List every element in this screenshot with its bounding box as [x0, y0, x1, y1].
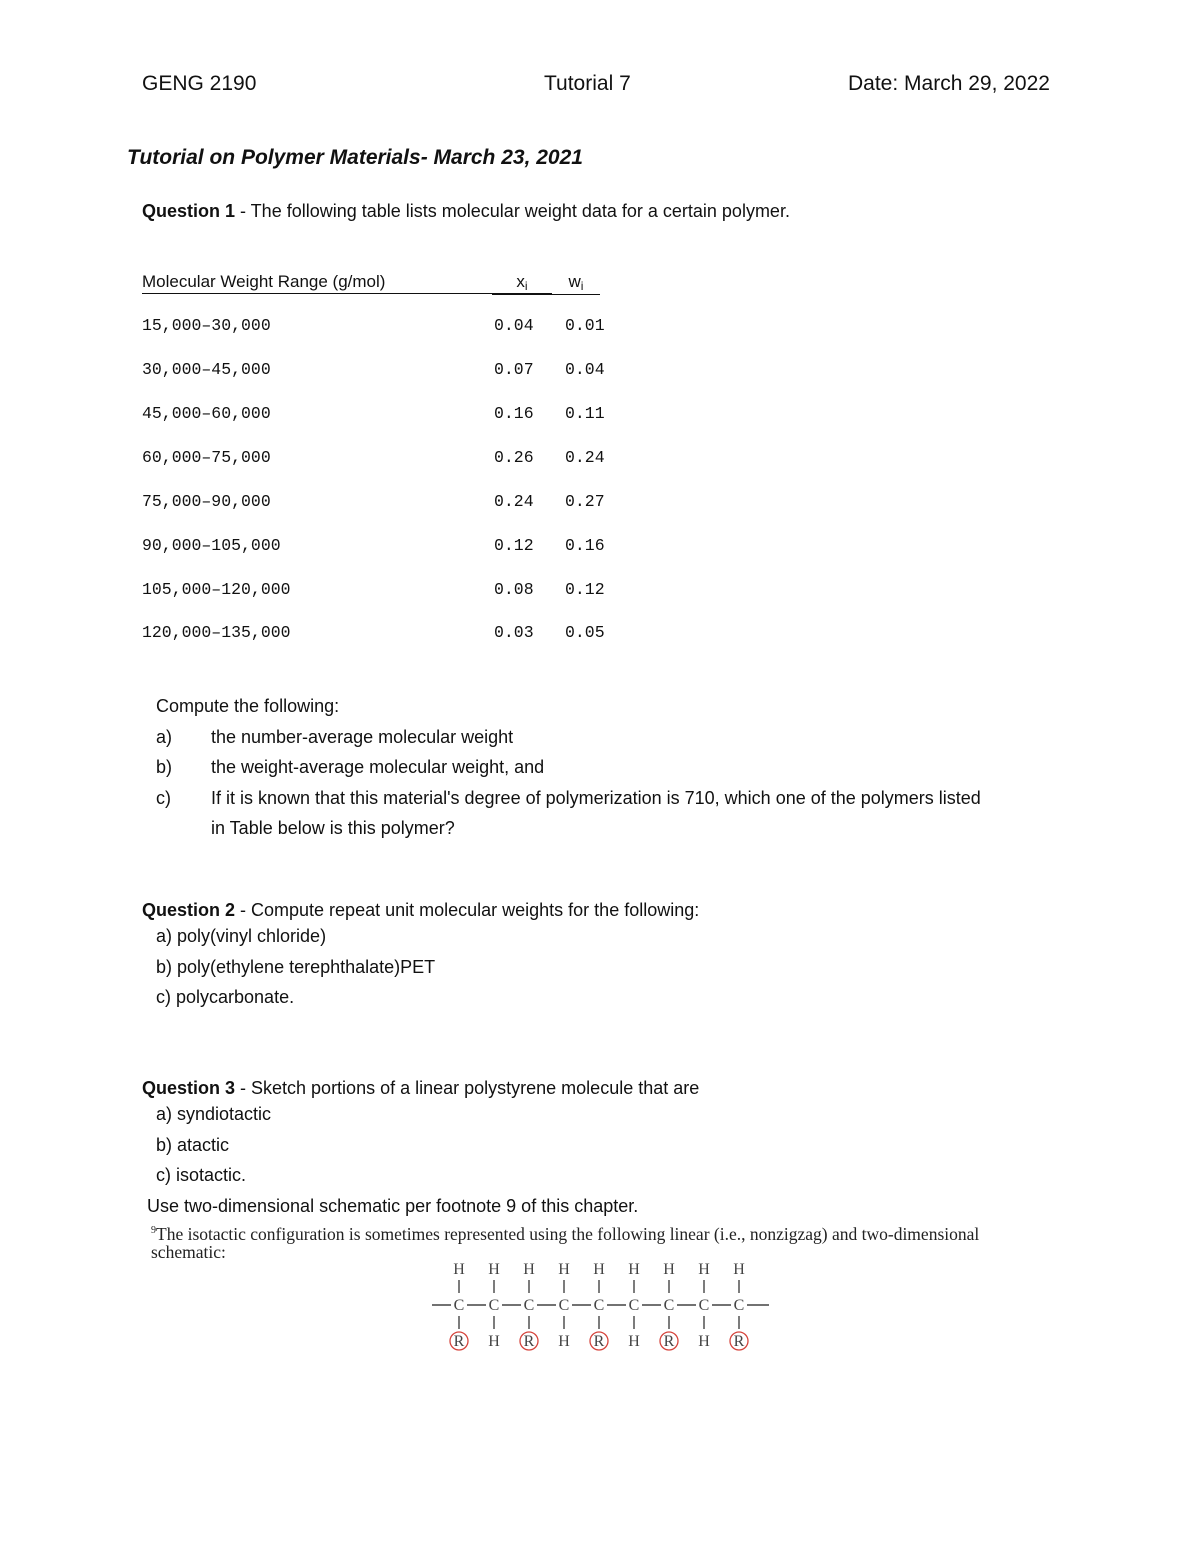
item-letter: b) — [156, 757, 173, 777]
table-cell-w: 0.24 — [565, 448, 605, 467]
r-group-atom: R — [523, 1333, 535, 1350]
item-text: If it is known that this material's degree of polymerization is 710, which one of the polymers listed — [211, 788, 981, 808]
bottom-atom: H — [558, 1333, 570, 1350]
header-date: Date: March 29, 2022 — [848, 72, 1050, 95]
item-letter: a) — [156, 727, 173, 747]
table-cell-range: 30,000–45,000 — [142, 360, 271, 379]
table-header-x — [492, 272, 552, 295]
table-cell-x: 0.04 — [494, 316, 534, 335]
document-title: Tutorial on Polymer Materials- March 23, 2021 — [127, 146, 583, 169]
question-3-label: Question 3 — [142, 1078, 236, 1098]
table-cell-w: 0.01 — [565, 316, 605, 335]
chain-carbon-atom: C — [523, 1297, 535, 1314]
table-cell-x: 0.24 — [494, 492, 534, 511]
question-1-text: - The following table lists molecular weight data for a certain polymer. — [235, 201, 790, 221]
chain-carbon-atom: C — [453, 1297, 465, 1314]
table-cell-x: 0.08 — [494, 580, 534, 599]
top-atom: H — [558, 1261, 570, 1278]
table-cell-w: 0.27 — [565, 492, 605, 511]
table-header-x-symbol: x — [516, 272, 525, 291]
table-cell-w: 0.16 — [565, 536, 605, 555]
top-atom: H — [628, 1261, 640, 1278]
table-cell-x: 0.03 — [494, 623, 534, 642]
question-2-heading — [142, 900, 699, 921]
question-1-heading — [142, 201, 790, 222]
question-3-item: c) isotactic. — [156, 1165, 247, 1185]
table-cell-range: 45,000–60,000 — [142, 404, 271, 423]
table-cell-w: 0.11 — [565, 404, 605, 423]
chain-carbon-atom: C — [558, 1297, 570, 1314]
top-atom: H — [698, 1261, 710, 1278]
table-cell-w: 0.05 — [565, 623, 605, 642]
table-cell-range: 60,000–75,000 — [142, 448, 271, 467]
chain-carbon-atom: C — [698, 1297, 710, 1314]
r-group-atom: R — [663, 1333, 675, 1350]
table-cell-w: 0.12 — [565, 580, 605, 599]
table-header-w — [552, 272, 600, 295]
question-3-text: - Sketch portions of a linear polystyrene molecule that are — [235, 1078, 700, 1098]
table-header-range: Molecular Weight Range (g/mol) — [142, 272, 552, 294]
chain-carbon-atom: C — [628, 1297, 640, 1314]
question-2-label: Question 2 — [142, 900, 236, 920]
question-2-text: - Compute repeat unit molecular weights for the following: — [235, 900, 700, 920]
item-text: the number-average molecular weight — [211, 727, 514, 747]
table-cell-x: 0.26 — [494, 448, 534, 467]
table-cell-x: 0.07 — [494, 360, 534, 379]
top-atom: H — [733, 1261, 745, 1278]
item-letter: c) — [156, 788, 171, 808]
table-cell-range: 105,000–120,000 — [142, 580, 291, 599]
table-cell-range: 15,000–30,000 — [142, 316, 271, 335]
chain-carbon-atom: C — [488, 1297, 500, 1314]
top-atom: H — [663, 1261, 675, 1278]
question-2-item: c) polycarbonate. — [156, 987, 295, 1007]
chain-carbon-atom: C — [593, 1297, 605, 1314]
top-atom: H — [523, 1261, 535, 1278]
schematic-note: Use two-dimensional schematic per footnote 9 of this chapter. — [147, 1196, 639, 1216]
bottom-atom: H — [698, 1333, 710, 1350]
table-cell-x: 0.16 — [494, 404, 534, 423]
item-text: the weight-average molecular weight, and — [211, 757, 545, 777]
top-atom: H — [593, 1261, 605, 1278]
bottom-atom: H — [488, 1333, 500, 1350]
item-text-continued: in Table below is this polymer? — [211, 818, 455, 838]
top-atom: H — [488, 1261, 500, 1278]
question-2-item: b) poly(ethylene terephthalate)PET — [156, 957, 436, 977]
top-atom: H — [453, 1261, 465, 1278]
r-group-atom: R — [593, 1333, 605, 1350]
header-course: GENG 2190 — [142, 72, 257, 95]
table-cell-x: 0.12 — [494, 536, 534, 555]
r-group-atom: R — [453, 1333, 465, 1350]
table-header-w-subscript: i — [580, 279, 584, 293]
r-group-atom: R — [733, 1333, 745, 1350]
bottom-atom: H — [628, 1333, 640, 1350]
question-3-heading — [142, 1078, 699, 1099]
question-1-label: Question 1 — [142, 201, 236, 221]
chain-carbon-atom: C — [663, 1297, 675, 1314]
table-cell-range: 75,000–90,000 — [142, 492, 271, 511]
footnote-marker: 9 — [151, 1225, 156, 1236]
isotactic-schematic — [420, 1256, 780, 1356]
question-3-item: a) syndiotactic — [156, 1104, 272, 1124]
table-cell-range: 90,000–105,000 — [142, 536, 281, 555]
footnote-text: The isotactic configuration is sometimes represented using the following linear (i.e., nonzigzag) and two-dimensional schematic: — [151, 1223, 980, 1262]
question-2-item: a) poly(vinyl chloride) — [156, 926, 327, 946]
question-3-item: b) atactic — [156, 1135, 230, 1155]
footnote — [151, 1222, 1051, 1261]
chain-carbon-atom: C — [733, 1297, 745, 1314]
table-header-x-subscript: i — [524, 279, 528, 293]
header-tutorial: Tutorial 7 — [544, 72, 631, 95]
table-cell-range: 120,000–135,000 — [142, 623, 291, 642]
compute-intro: Compute the following: — [156, 696, 340, 716]
table-cell-w: 0.04 — [565, 360, 605, 379]
table-header-w-symbol: w — [568, 272, 581, 291]
